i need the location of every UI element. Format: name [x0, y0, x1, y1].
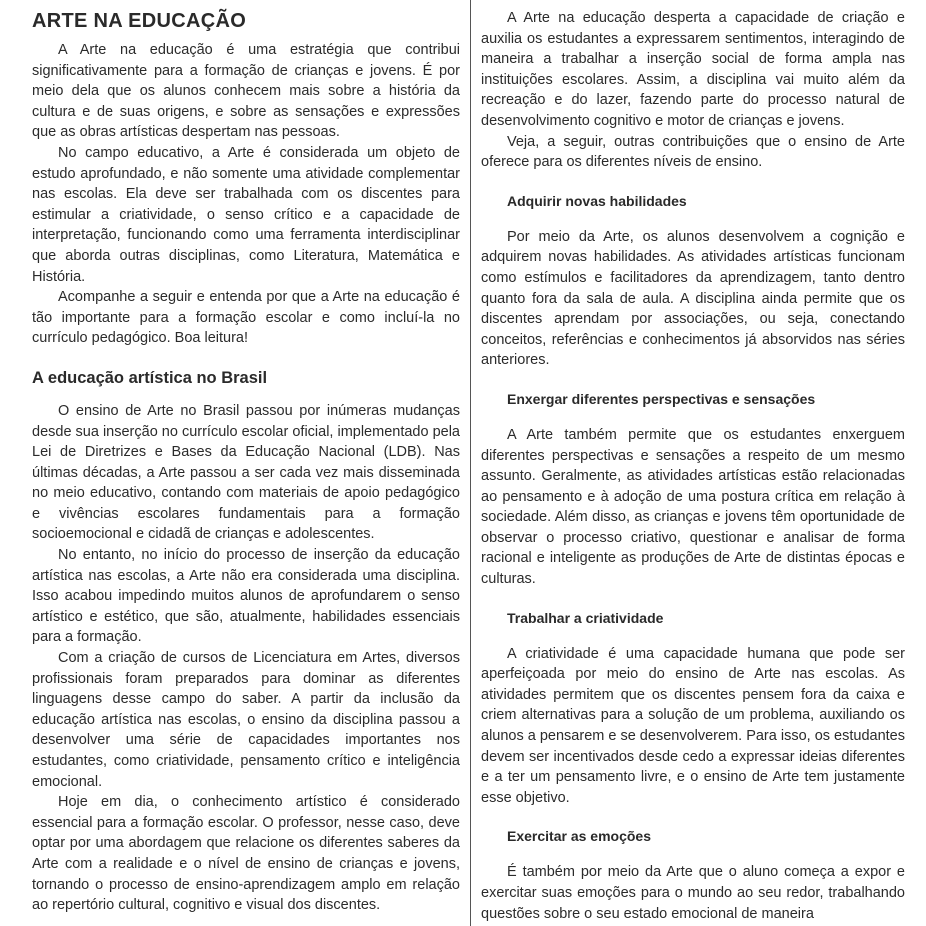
skills-paragraph: Por meio da Arte, os alunos desenvolvem a cognição e adquirem novas habilidades. As atividades artísticas funcionam como estímulos e facilitadores da aprendizagem, tanto dentro quanto fora da sala de aula. A disciplina ainda permite que os discentes aprendam por associações, ou seja, conectando conceitos, referências e conhecimentos já absorvidos nas séries anteriores.: [481, 228, 905, 369]
right-intro-paragraph-2: Veja, a seguir, outras contribuições que o ensino de Arte oferece para os diferentes níveis de ensino.: [481, 133, 905, 171]
section-paragraph-2: No entanto, no início do processo de inserção da educação artística nas escolas, a Arte não era considerada uma disciplina. Isso acabou impedindo muitos alunos de aprofundarem o senso artístico e estético, que são, atualmente, habilidades essenciais para a formação.: [32, 547, 460, 646]
intro-paragraph-1: A Arte na educação é uma estratégia que contribui significativamente para a formação de crianças e jovens. É por meio dela que os alunos conhecem mais sobre a história da cultura e de suas origens, e sobre as sensações e expressões que as obras artísticas despertam nas pessoas.: [32, 42, 460, 141]
section-title: A educação artística no Brasil: [32, 368, 268, 387]
intro-paragraph-2: No campo educativo, a Arte é considerada um objeto de estudo aprofundado, e não somente uma atividade complementar nas escolas. Ela deve ser trabalhada com os discentes para estimular a criatividade, o senso crítico e a capacidade de interpretação, funcionando como uma ferramenta interdisciplinar que aborda outras disciplinas, como Literatura, Matemática e História.: [32, 144, 460, 285]
page-title: ARTE NA EDUCAÇÃO: [32, 10, 247, 32]
creativity-paragraph: A criatividade é uma capacidade humana que pode ser aperfeiçoada por meio do ensino de Arte nas escolas. As atividades permitem que os discentes pensem fora da caixa e criem alternativas para a solução de um problema, auxiliando os alunos a pensarem e se desenvolverem. Para isso, os estudantes devem ser incentivados desde cedo a expressar ideias diferentes e a ter um pensamento livre, e o ensino de Arte tem justamente esse objetivo.: [481, 645, 905, 806]
intro-paragraph-3: Acompanhe a seguir e entenda por que a Arte na educação é tão importante para a formação escolar e como incluí-la no currículo pedagógico. Boa leitura!: [32, 289, 460, 347]
subheading-perspectives: Enxergar diferentes perspectivas e sensações: [507, 390, 816, 407]
section-paragraph-1: O ensino de Arte no Brasil passou por inúmeras mudanças desde sua inserção no currículo escolar oficial, implementado pela Lei de Diretrizes e Bases da Educação Nacional (LDB). Nas últimas décadas, a Arte passou a ser cada vez mais disseminada no meio educativo, contando com materiais de apoio pedagógico e vivências escolares fundamentais para a formação socioemocional e cidadã de crianças e adolescentes.: [32, 402, 460, 543]
subheading-emotions: Exercitar as emoções: [507, 828, 651, 845]
right-column: [481, 0, 905, 926]
emotions-paragraph: É também por meio da Arte que o aluno começa a expor e exercitar suas emoções para o mundo ao seu redor, trabalhando questões sobre o seu estado emocional de maneira: [481, 864, 905, 922]
left-column: [32, 0, 460, 926]
column-divider: [470, 0, 471, 926]
right-intro-paragraph-1: A Arte na educação desperta a capacidade de criação e auxilia os estudantes a expressarem sentimentos, interagindo de maneira a trabalhar a inserção social de forma ampla nas instituições escolares. Assim, a disciplina vai muito além da recreação e do lazer, fazendo parte do processo natural de desenvolvimento cognitivo e motor de crianças e jovens.: [481, 10, 905, 129]
section-paragraph-4: Hoje em dia, o conhecimento artístico é considerado essencial para a formação escolar. O professor, nesse caso, deve optar por uma abordagem que relacione os diferentes saberes da Arte com a realidade e o nível de ensino de crianças e jovens, tornando o processo de ensino-aprendizagem amplo em relação ao repertório cultural, cognitivo e visual dos discentes.: [32, 794, 460, 914]
subheading-creativity: Trabalhar a criatividade: [507, 609, 664, 626]
section-paragraph-3: Com a criação de cursos de Licenciatura em Artes, diversos profissionais foram preparados para dominar as diferentes linguagens desse campo do saber. A partir da inclusão da educação artística nas escolas, o ensino da disciplina passou a desenvolver uma série de capacidades importantes nos estudantes, como criatividade, pensamento crítico e inteligência emocional.: [32, 650, 460, 790]
subheading-skills: Adquirir novas habilidades: [507, 192, 687, 209]
perspectives-paragraph: A Arte também permite que os estudantes enxerguem diferentes perspectivas e sensações a respeito de um mesmo assunto. Geralmente, as atividades artísticas estão relacionadas ao pensamento e à adoção de uma postura crítica em relação à sociedade. Além disso, as crianças e jovens têm oportunidade de observar o processo criativo, questionar e analisar de forma racional e inteligente as produções de Arte de distintas épocas e culturas.: [481, 426, 905, 588]
